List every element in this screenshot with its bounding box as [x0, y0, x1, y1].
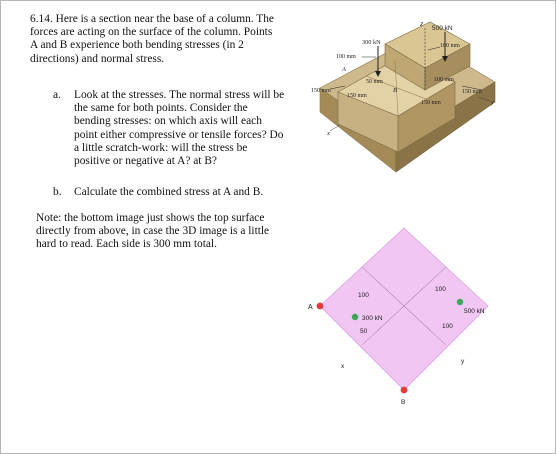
load-300-top-label: 300 kN	[362, 315, 383, 322]
top-view-square	[320, 228, 488, 390]
dim-150-front: 150 mm	[347, 93, 367, 99]
load-500-label: 500 kN	[432, 25, 453, 32]
y-label-top: y	[461, 358, 465, 365]
point-b-marker	[401, 387, 408, 394]
load-500-top-label: 500 kN	[464, 308, 485, 315]
note-text: Note: the bottom image just shows the top surface directly from above, in case the 3D image is a little hard to read. Each side is 300 mm total.	[36, 212, 270, 251]
z-label: z	[420, 21, 424, 28]
part-b-number: b.	[53, 186, 62, 198]
part-b-text: Calculate the combined stress at A and B.	[74, 186, 264, 198]
point-a-marker	[317, 303, 324, 310]
x-label-top: x	[341, 363, 345, 370]
point-a-label: A	[308, 304, 313, 311]
dim-150-far-right: 150 mm	[462, 89, 482, 95]
y-label-3d: y	[491, 99, 494, 106]
label-50: 50	[360, 328, 368, 335]
load-500-marker	[457, 299, 463, 305]
dim-100-top-left: 100 mm	[336, 54, 356, 60]
problem-statement: 6.14. Here is a section near the base of a column. The forces are acting on the surface of the column. Points A and B experience both bending stresses (in 2 directions) and normal stress.	[30, 13, 274, 65]
label-100-right-top: 100	[435, 286, 446, 293]
x-label-3d: x	[327, 130, 330, 137]
dim-100-top-right: 100 mm	[440, 43, 460, 49]
dim-150-right: 150 mm	[421, 100, 441, 106]
dim-100-mid: 100 mm	[434, 77, 454, 83]
load-300-marker	[352, 314, 358, 320]
point-a-3d: A	[342, 66, 346, 73]
point-b-3d: B	[393, 87, 397, 94]
dim-150-left: 150 mm	[311, 88, 331, 94]
label-100-left: 100	[358, 292, 369, 299]
point-b-label: B	[401, 399, 406, 406]
load-300-label: 300 kN	[362, 39, 381, 46]
dim-50: 50 mm	[366, 79, 383, 85]
part-a-text: Look at the stresses. The normal stress will be the same for both points. Consider the bending stresses: on which axis will each point either compressive or tensile forces? Do a little scratch-work: will the stress be positive or negative at A? at B?	[74, 89, 285, 168]
part-a-number: a.	[53, 89, 61, 101]
label-100-right-bottom: 100	[442, 323, 453, 330]
